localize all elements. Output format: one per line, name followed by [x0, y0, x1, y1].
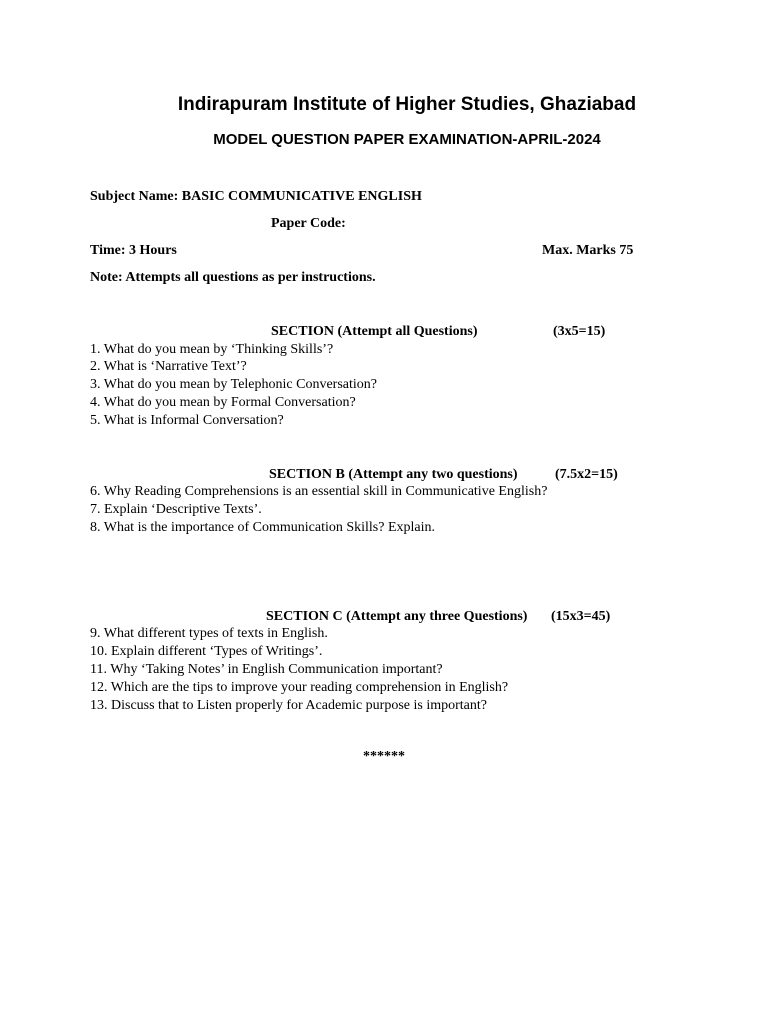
question-item: 2. What is ‘Narrative Text’? — [90, 359, 247, 374]
section-c-marks: (15x3=45) — [551, 609, 611, 624]
question-item: 9. What different types of texts in English. — [90, 626, 328, 641]
section-b-marks: (7.5x2=15) — [555, 467, 618, 482]
paper-code: Paper Code: — [271, 216, 346, 231]
question-item: 12. Which are the tips to improve your reading comprehension in English? — [90, 680, 509, 695]
question-item: 3. What do you mean by Telephonic Conversation? — [90, 377, 377, 392]
instruction-note: Note: Attempts all questions as per instructions. — [90, 270, 376, 285]
section-c-title: SECTION C (Attempt any three Questions) — [266, 609, 528, 624]
section-b-title: SECTION B (Attempt any two questions) — [269, 467, 518, 482]
question-item: 1. What do you mean by ‘Thinking Skills’? — [90, 342, 334, 357]
section-a-title: SECTION (Attempt all Questions) — [271, 324, 478, 339]
question-item: 11. Why ‘Taking Notes’ in English Communication important? — [90, 662, 443, 677]
exam-time: Time: 3 Hours — [90, 243, 177, 258]
subject-name: Subject Name: BASIC COMMUNICATIVE ENGLISH — [90, 189, 422, 204]
institute-name: Indirapuram Institute of Higher Studies, Ghaziabad — [177, 94, 637, 115]
exam-title: MODEL QUESTION PAPER EXAMINATION-APRIL-2024 — [213, 131, 601, 148]
question-item: 6. Why Reading Comprehensions is an essential skill in Communicative English? — [90, 484, 548, 499]
question-item: 10. Explain different ‘Types of Writings’. — [90, 644, 323, 659]
max-marks: Max. Marks 75 — [542, 243, 634, 258]
question-item: 13. Discuss that to Listen properly for Academic purpose is important? — [90, 698, 487, 713]
end-of-paper-mark: ****** — [363, 749, 405, 764]
question-item: 8. What is the importance of Communication Skills? Explain. — [90, 520, 436, 535]
question-item: 4. What do you mean by Formal Conversation? — [90, 395, 356, 410]
question-item: 5. What is Informal Conversation? — [90, 413, 284, 428]
section-a-marks: (3x5=15) — [553, 324, 606, 339]
question-item: 7. Explain ‘Descriptive Texts’. — [90, 502, 262, 517]
